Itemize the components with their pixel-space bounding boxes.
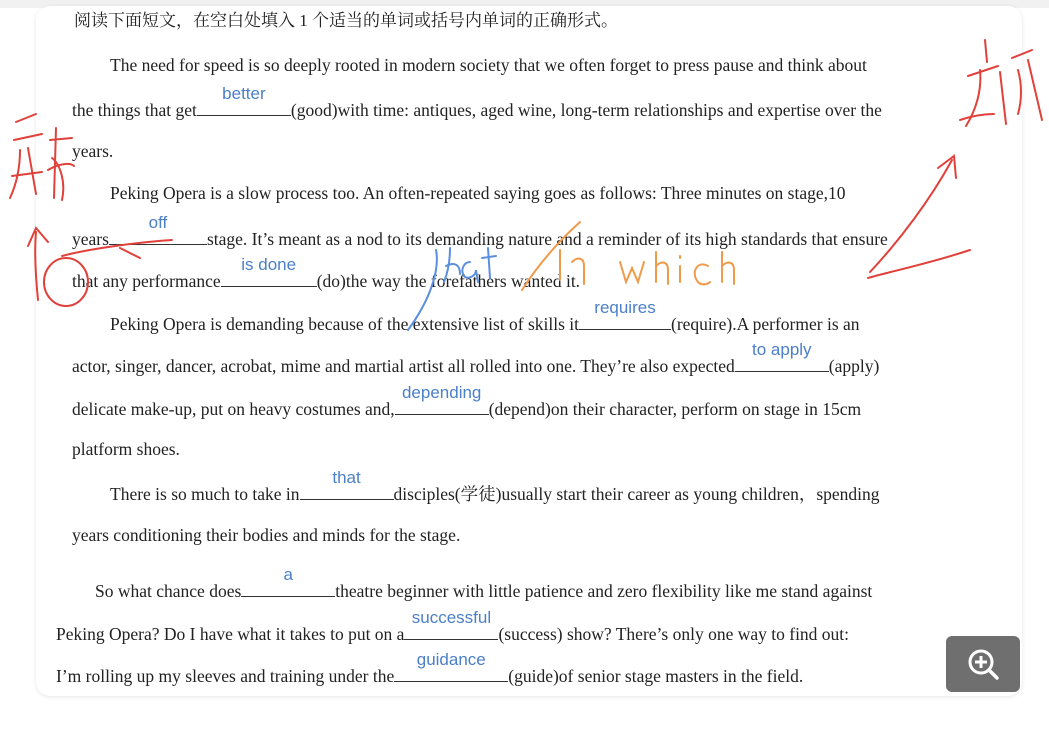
answer-7: that [332,468,361,487]
text: There is so much to take in [110,484,300,504]
text: (do)the way the forefathers wanted it. [316,271,581,291]
p2-line2 [72,213,888,250]
blank-1[interactable] [197,84,291,116]
text: (success) show? There’s only one way to find out: [498,624,850,644]
answer-2: off [148,213,168,232]
p5-line2 [56,608,850,645]
text: years [72,229,109,249]
blank-6[interactable] [395,383,489,415]
p1-line3: years. [72,141,114,161]
text: Peking Opera? Do I have what it takes to put on a [56,624,405,644]
p5-line3 [56,650,804,687]
blank-9[interactable] [404,608,498,640]
p2-line3 [72,255,581,292]
answer-3: is done [241,255,297,274]
text: delicate make-up, put on heavy costumes and, [72,399,395,419]
p4-line1 [110,468,880,505]
p1-line1: The need for speed is so deeply rooted in modern society that we often forget to press pause and think about [110,55,867,75]
blank-10[interactable] [394,650,508,682]
zoom-button[interactable] [946,636,1020,692]
p3-line1 [110,298,860,335]
p4-line2: years conditioning their bodies and minds for the stage. [72,525,461,545]
p1-line2 [72,84,882,121]
text: the things that get [72,100,197,120]
blank-3[interactable] [221,255,317,287]
text: that any performance [72,271,221,291]
text: So what chance does [95,581,242,601]
answer-8: a [283,565,294,584]
blank-2[interactable] [109,213,207,245]
answer-9: successful [411,608,492,627]
p3-line4: platform shoes. [72,439,180,459]
text: Peking Opera is demanding because of the extensive list of skills it [110,314,579,334]
text: (guide)of senior stage masters in the field. [508,666,804,686]
p2-line1: Peking Opera is a slow process too. An often-repeated saying goes as follows: Three minutes on stage,10 [110,183,846,203]
text: (require).A performer is an [671,314,860,334]
answer-1: better [222,84,266,103]
p3-line2 [72,340,880,377]
answer-6: depending [401,383,482,402]
answer-10: guidance [416,650,486,669]
text: stage. It’s meant as a nod to its demanding nature and a reminder of its high standards that ensure [206,229,888,249]
text: disciples(学徒)usually start their career as young children，spending [393,484,880,504]
text: actor, singer, dancer, acrobat, mime and martial artist all rolled into one. They’re also expected [72,356,735,376]
text: theatre beginner with little patience and zero flexibility like me stand against [335,581,873,601]
instruction: 阅读下面短文，在空白处填入 1 个适当的单词或括号内单词的正确形式。 [74,11,618,30]
blank-7[interactable] [300,468,394,500]
blank-5[interactable] [735,340,829,372]
answer-5: to apply [752,340,812,359]
blank-4[interactable] [579,298,671,330]
p5-line1 [95,565,873,602]
text: (depend)on their character, perform on stage in 15cm [488,399,862,419]
zoom-in-icon [963,644,1003,684]
answer-4: requires [594,298,656,317]
p3-line3 [72,383,862,420]
text: (good)with time: antiques, aged wine, long-term relationships and expertise over the [290,100,882,120]
text: (apply) [828,356,880,376]
text: I’m rolling up my sleeves and training under the [56,666,395,686]
blank-8[interactable] [241,565,335,597]
